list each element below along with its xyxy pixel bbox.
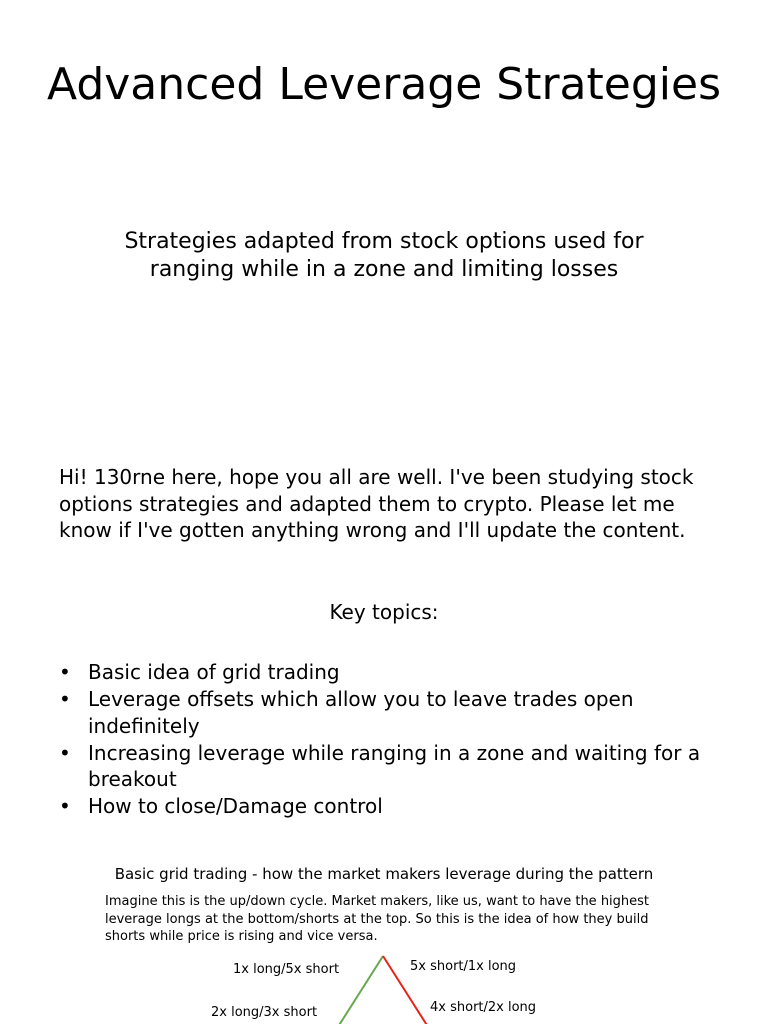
list-item [59,793,729,820]
list-item-text: How to close/Damage control [88,794,383,818]
key-topics-list [59,659,729,820]
bullet-icon: • [59,687,71,711]
diagram-label-left-2: 2x long/3x short [211,1005,318,1020]
page-title-text: Advanced Leverage Strategies [47,59,721,110]
list-item [59,740,729,793]
diagram-label-right-1: 5x short/1x long [410,959,517,974]
list-item-text: Increasing leverage while ranging in a zone and waiting for a breakout [88,740,701,791]
grid-trading-heading: Basic grid trading - how the market makers leverage during the pattern [114,865,654,883]
list-item-text: Basic idea of grid trading [88,660,340,684]
diagram-label-right-2: 4x short/2x long [430,1000,537,1015]
page-subtitle: Strategies adapted from stock options used for ranging while in a zone and limiting losses [124,229,644,282]
cycle-diagram [0,940,768,1024]
rising-price-line [336,956,383,1024]
key-topics-heading: Key topics: [329,600,439,624]
grid-trading-description: Imagine this is the up/down cycle. Market makers, like us, want to have the highest leverage longs at the bottom/shorts at the top. So this is the idea of how they build shorts while price is rising and vice versa. [105,894,650,944]
grid-trading-diagram [0,940,768,1024]
list-item [59,659,729,686]
list-item [59,686,729,739]
page-title [0,58,768,112]
list-item-text: Leverage offsets which allow you to leave trades open indefinitely [88,687,634,738]
bullet-icon: • [59,660,71,684]
diagram-label-left-1: 1x long/5x short [233,962,340,977]
intro-paragraph: Hi! 130rne here, hope you all are well. I've been studying stock options strategies and adapted them to crypto. Please let me know if I've gotten anything wrong and I'll update the content. [59,465,694,542]
bullet-icon: • [59,740,71,765]
bullet-icon: • [59,794,71,818]
